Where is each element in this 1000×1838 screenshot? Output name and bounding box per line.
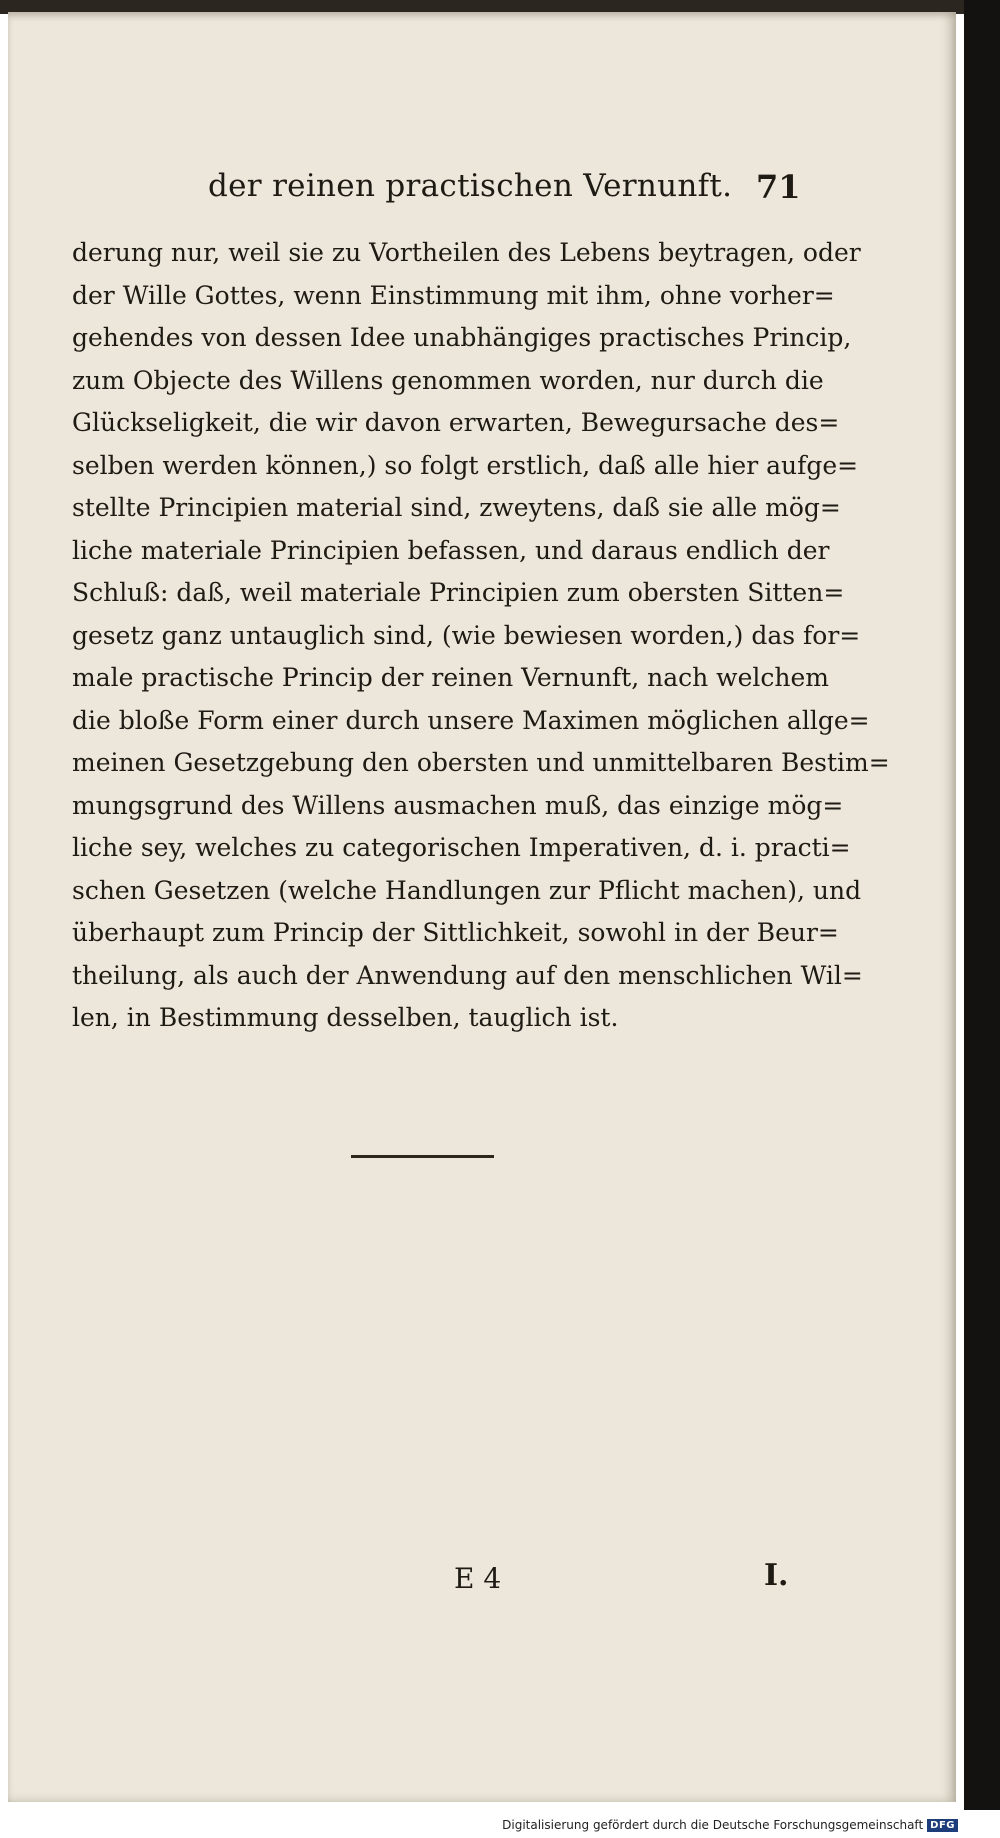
text-line: zum Objecte des Willens genommen worden, nur durch die [72,365,824,395]
book-page [8,12,956,1802]
text-line: gesetz ganz untauglich sind, (wie bewiesen worden,) das for= [72,620,861,650]
text-line: len, in Bestimmung desselben, tauglich ist. [72,1003,619,1032]
text-line: mungsgrund des Willens ausmachen muß, das einzige mög= [72,790,844,820]
text-line: der Wille Gottes, wenn Einstimmung mit ihm, ohne vorher= [72,280,835,310]
dfg-logo: DFG [927,1819,958,1832]
text-line: Glückseligkeit, die wir davon erwarten, Bewegursache des= [72,408,840,437]
text-line: gehendes von dessen Idee unabhängiges practisches Princip, [72,323,852,352]
credit-text: Digitalisierung gefördert durch die Deutsche Forschungsgemeinschaft [502,1818,924,1832]
signature-mark: E 4 [454,1562,502,1595]
catchword: I. [764,1558,789,1593]
text-line: überhaupt zum Princip der Sittlichkeit, sowohl in der Beur= [72,918,839,947]
text-line: selben werden können,) so folgt erstlich, daß alle hier aufge= [72,450,859,480]
text-line: liche sey, welches zu categorischen Imperativen, d. i. practi= [72,833,851,862]
text-line: liche materiale Principien befassen, und daraus endlich der [72,535,830,565]
body-text [72,232,890,1040]
text-line: male practische Princip der reinen Vernunft, nach welchem [72,663,829,692]
page-number: 71 [756,168,801,206]
book-edge-right [964,0,1000,1810]
section-rule [351,1155,494,1158]
text-line: stellte Principien material sind, zweytens, daß sie alle mög= [72,493,841,522]
running-title: der reinen practischen Vernunft. [208,168,733,204]
text-line: Schluß: daß, weil materiale Principien zum obersten Sitten= [72,578,845,607]
text-line: die bloße Form einer durch unsere Maximen möglichen allge= [72,705,870,735]
digitization-credit [502,1818,958,1832]
text-line: theilung, als auch der Anwendung auf den menschlichen Wil= [72,960,863,990]
text-line: derung nur, weil sie zu Vortheilen des Lebens beytragen, oder [72,238,861,267]
text-line: meinen Gesetzgebung den obersten und unmittelbaren Bestim= [72,748,890,777]
text-line: schen Gesetzen (welche Handlungen zur Pflicht machen), und [72,875,862,905]
running-head [8,168,956,212]
